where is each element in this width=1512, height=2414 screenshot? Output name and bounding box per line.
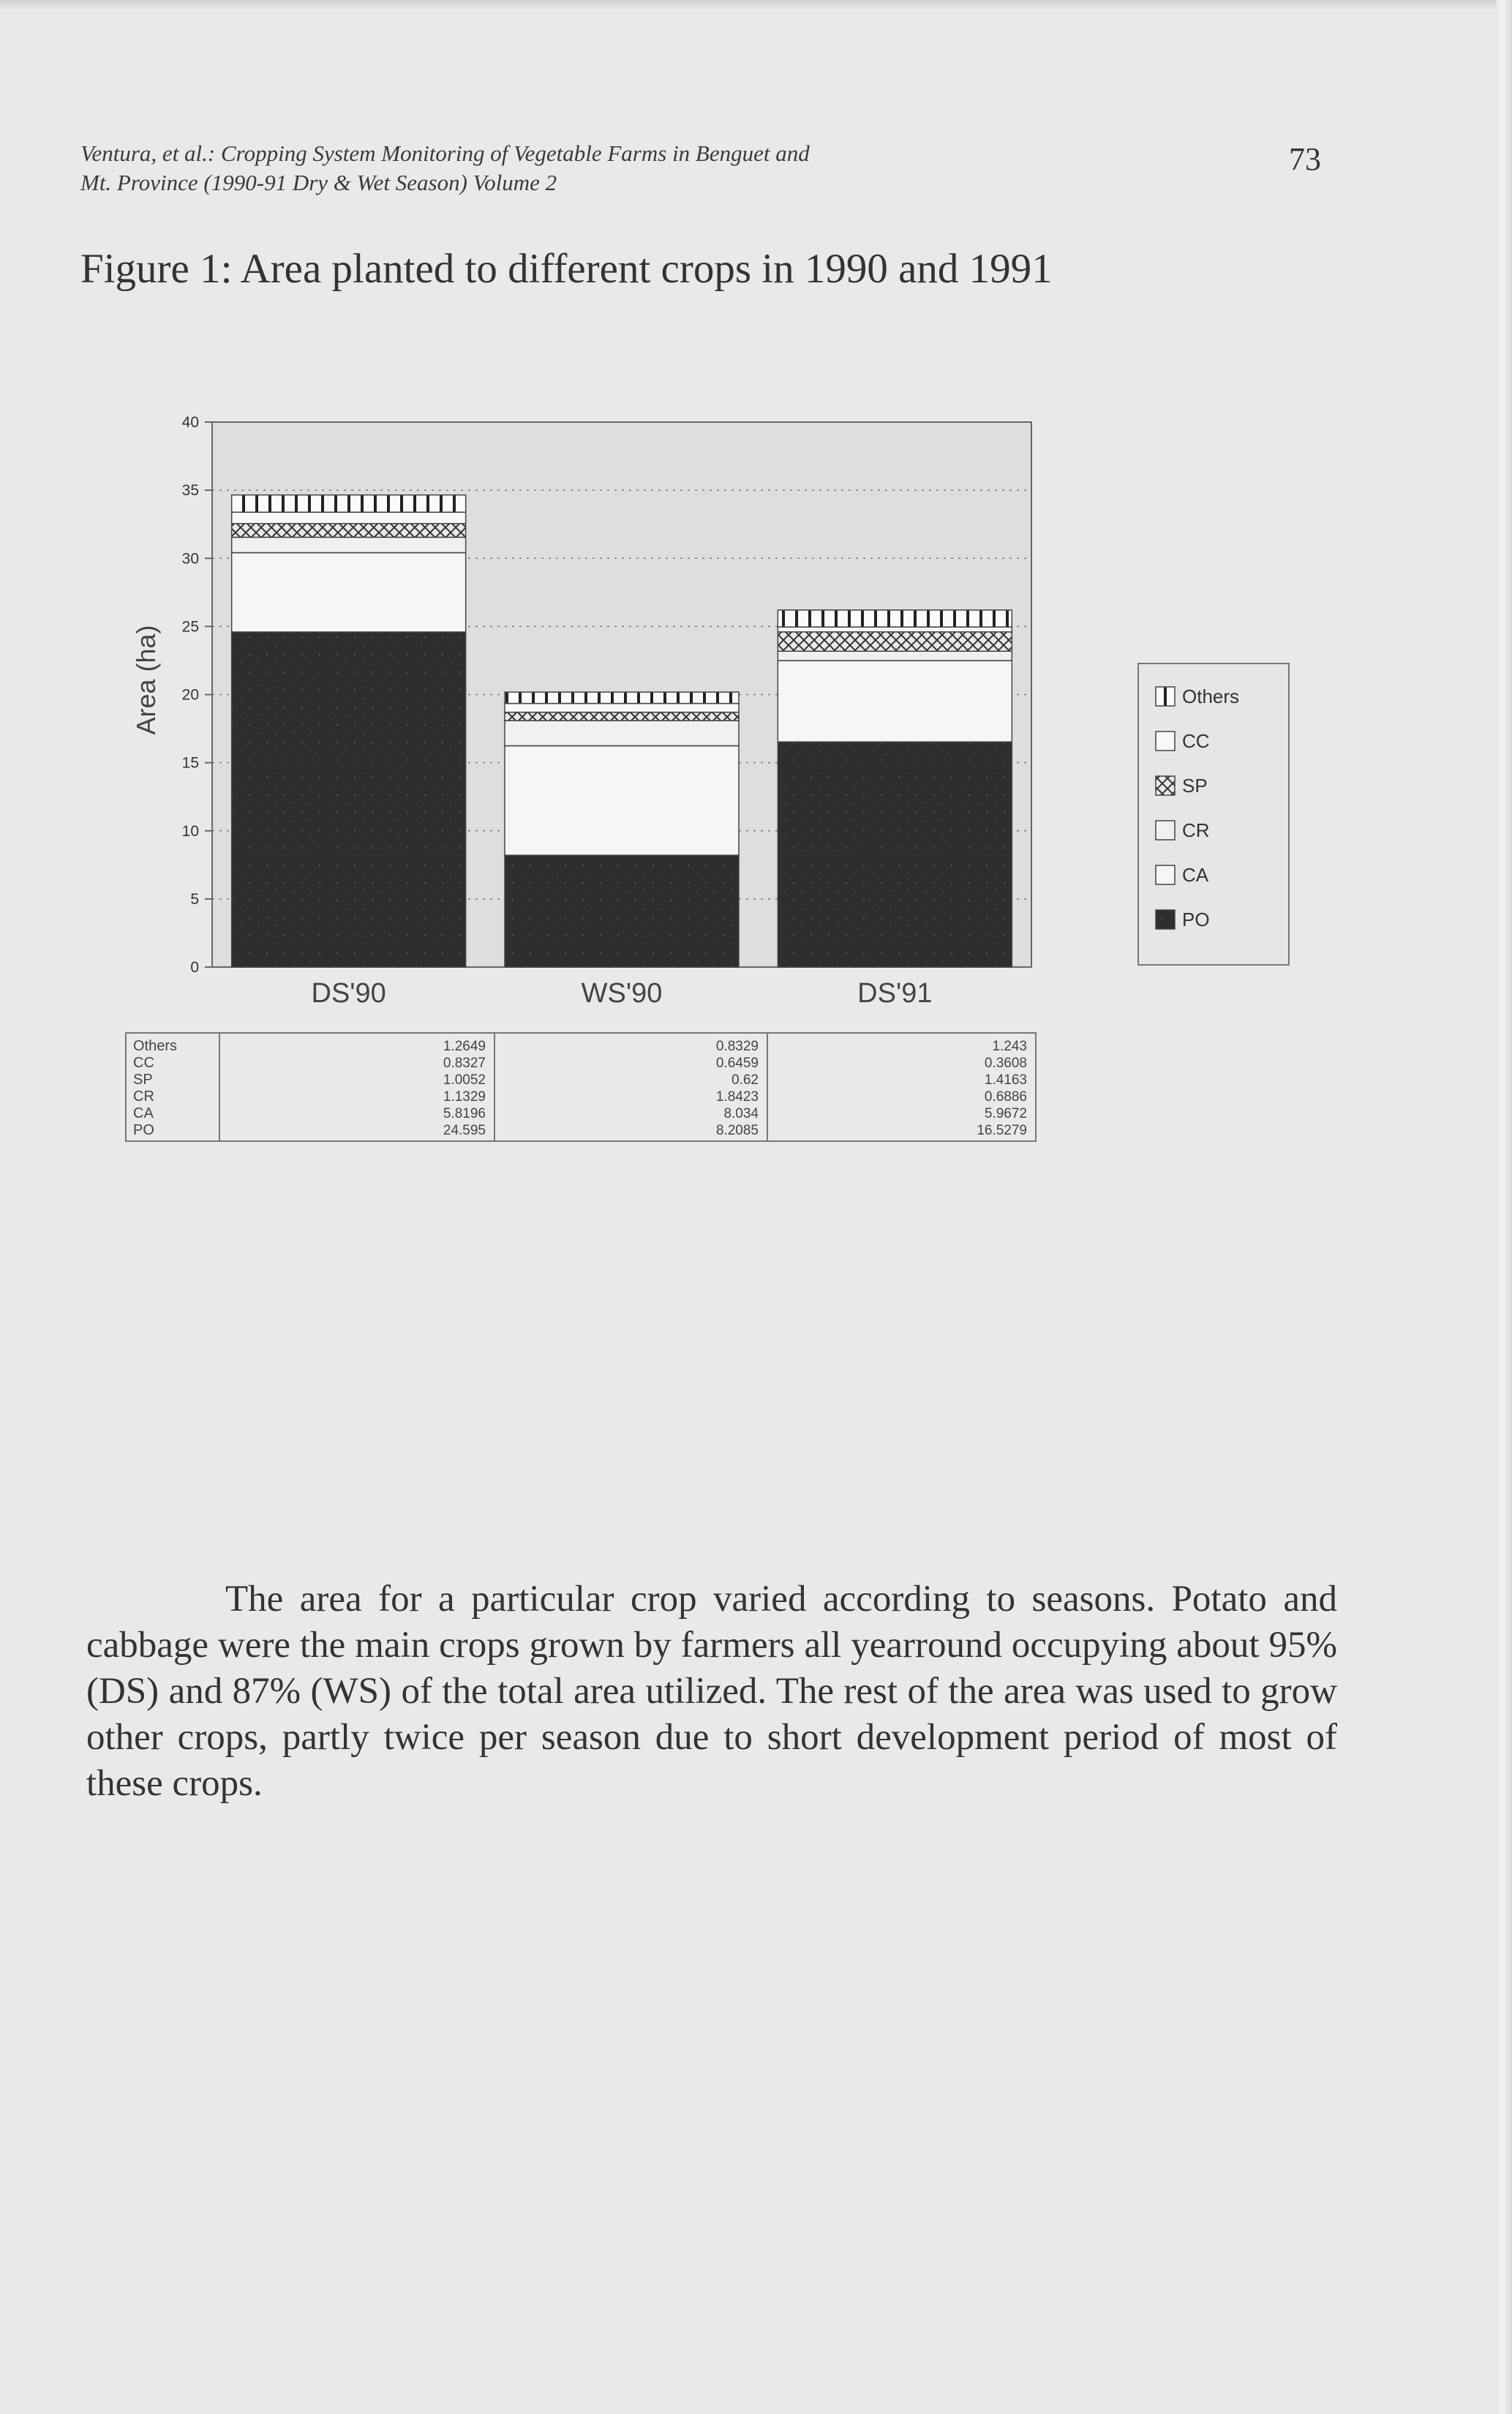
table-cell: 24.595 <box>443 1123 486 1138</box>
legend-swatch <box>1156 865 1175 884</box>
table-cell: 8.034 <box>723 1106 759 1121</box>
legend-label: PO <box>1182 909 1210 930</box>
bar-segment <box>505 721 739 745</box>
bar-segment <box>232 512 466 524</box>
bar-segment <box>232 632 466 967</box>
table-row-header: CC <box>133 1055 154 1071</box>
bar-segment <box>505 712 739 721</box>
bar-segment <box>778 627 1012 632</box>
bar-segment <box>505 855 739 967</box>
y-tick-label: 0 <box>190 959 199 976</box>
bar-segment <box>505 692 739 704</box>
figure-caption: Figure 1: Area planted to different crops in 1990 and 1991 <box>80 246 1053 292</box>
table-row-header: CA <box>133 1105 154 1121</box>
bar-segment <box>778 610 1012 627</box>
table-row-header: CR <box>133 1088 154 1105</box>
y-tick-label: 20 <box>181 686 199 704</box>
y-axis-label: Area (ha) <box>131 625 161 735</box>
table-cell: 1.243 <box>992 1039 1027 1054</box>
legend-swatch <box>1156 776 1175 795</box>
legend-swatch <box>1156 687 1175 706</box>
legend-label: CC <box>1182 730 1210 752</box>
table-cell: 1.4163 <box>984 1072 1027 1088</box>
table-border <box>126 1033 1036 1141</box>
bar-segment <box>505 745 739 855</box>
body-paragraph: The area for a particular crop varied according to seasons. Potato and cabbage were the main crops grown by farmers all yearround occupying about 95% (DS) and 87% (WS) of the total area utilized. The rest of the area was used to grow other crops, partly twice per season due to short development period of most of these crops. <box>86 1579 1337 1804</box>
table-cell: 0.3608 <box>984 1056 1027 1071</box>
bar-segment <box>778 742 1012 967</box>
y-tick-label: 10 <box>181 822 199 840</box>
table-cell: 1.0052 <box>443 1072 486 1088</box>
table-cell: 1.1329 <box>443 1089 486 1105</box>
page-number: 73 <box>1289 141 1321 177</box>
x-tick-label: DS'91 <box>857 978 933 1009</box>
y-axis <box>131 414 212 976</box>
data-table <box>126 1033 1036 1141</box>
y-tick-label: 35 <box>181 482 199 500</box>
bar-segment <box>232 537 466 552</box>
legend-swatch <box>1156 910 1175 929</box>
x-tick-label: WS'90 <box>581 978 663 1009</box>
bar-segment <box>232 553 466 632</box>
table-cell: 0.6459 <box>715 1056 759 1071</box>
legend-label: SP <box>1182 775 1208 797</box>
y-tick-label: 30 <box>181 550 199 568</box>
legend-swatch <box>1156 732 1175 751</box>
legend <box>1138 663 1289 965</box>
table-cell: 5.8196 <box>443 1106 486 1121</box>
running-header-line-1: Ventura, et al.: Cropping System Monitoring of Vegetable Farms in Benguet and <box>80 140 810 166</box>
x-axis <box>312 978 933 1009</box>
table-cell: 0.62 <box>731 1072 759 1088</box>
bar-segment <box>505 704 739 712</box>
table-cell: 0.6886 <box>984 1089 1027 1105</box>
table-row-header: PO <box>133 1122 154 1138</box>
legend-label: CR <box>1182 819 1210 841</box>
table-cell: 5.9672 <box>984 1106 1027 1121</box>
table-cell: 0.8327 <box>443 1056 486 1071</box>
table-cell: 8.2085 <box>715 1123 759 1138</box>
bar-segment <box>232 524 466 538</box>
bar-segment <box>232 495 466 513</box>
bar-segment <box>778 632 1012 651</box>
table-cell: 0.8329 <box>715 1039 759 1054</box>
legend-label: CA <box>1182 864 1209 886</box>
y-tick-label: 5 <box>190 890 199 908</box>
y-tick-label: 15 <box>181 754 199 772</box>
x-tick-label: DS'90 <box>311 978 386 1009</box>
y-tick-label: 25 <box>181 618 199 636</box>
y-tick-label: 40 <box>181 414 199 431</box>
bar-segment <box>778 651 1012 661</box>
legend-swatch <box>1156 821 1175 840</box>
bar-segment <box>778 661 1012 742</box>
table-row-header: Others <box>133 1038 178 1054</box>
table-cell: 16.5279 <box>977 1123 1027 1138</box>
running-header-line-2: Mt. Province (1990-91 Dry & Wet Season) Volume 2 <box>80 170 557 195</box>
table-cell: 1.8423 <box>715 1089 759 1105</box>
table-cell: 1.2649 <box>443 1039 486 1054</box>
legend-label: Others <box>1182 685 1240 707</box>
table-row-header: SP <box>133 1072 153 1088</box>
